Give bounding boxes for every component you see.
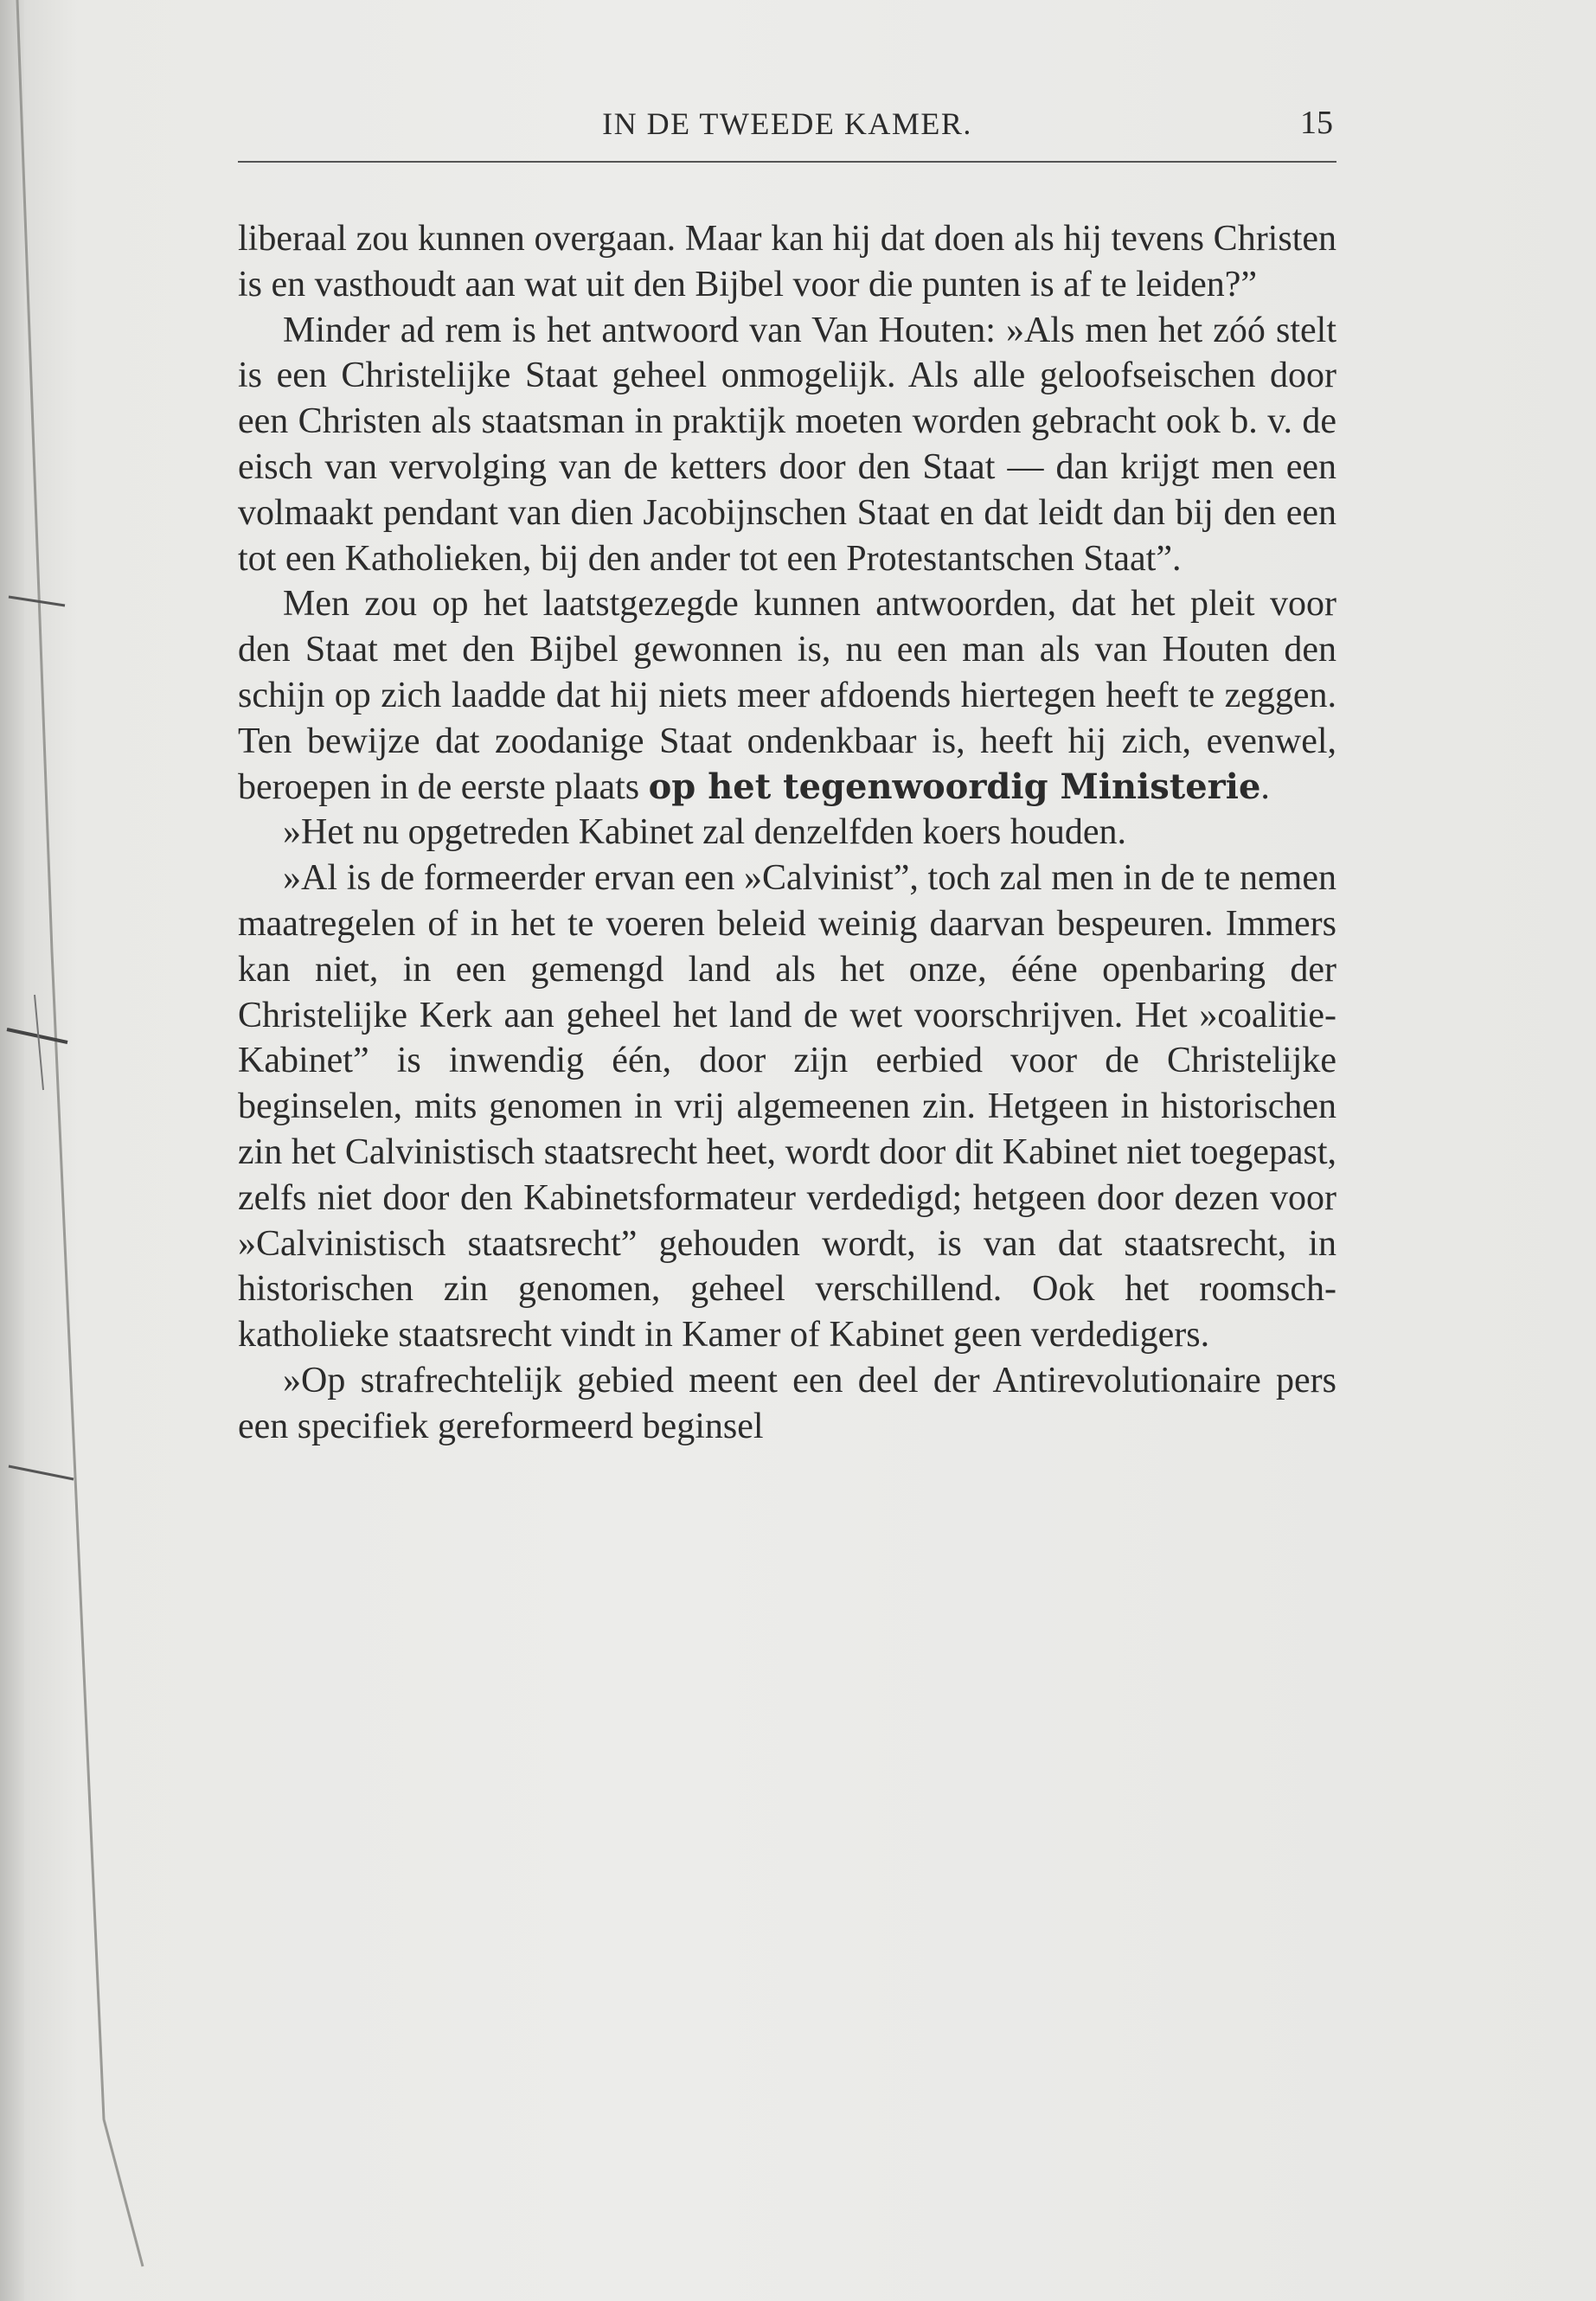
header-rule (238, 161, 1336, 163)
running-header (238, 87, 1336, 159)
paragraph-6 (238, 1358, 1336, 1450)
paragraph-3-bold: op het tegenwoordig Ministerie (648, 766, 1261, 807)
paragraph-1-text: liberaal zou kunnen overgaan. Maar kan hij dat doen als hij tevens Christen is en vasthoudt aan wat uit den Bijbel voor die punten is af te leiden?” (238, 219, 1336, 304)
page-number: 15 (1300, 105, 1333, 141)
body-text (238, 216, 1336, 1450)
paragraph-4 (238, 810, 1336, 856)
paragraph-2-text: Minder ad rem is het antwoord van Van Houten: »Als men het zóó stelt is een Christelijke Staat geheel onmogelijk. Als alle geloofseischen door een Christen als staatsman in praktijk moeten worden gebracht ook b. v. de eisch van vervolging van de ketters door den Staat — dan krijgt men een volmaakt pendant van dien Jacobijnschen Staat en dat leidt dan bij den een tot een Katholieken, bij den ander tot een Protestantschen Staat”. (238, 310, 1336, 579)
binding-gutter (0, 0, 173, 2301)
paragraph-3-text: Men zou op het laatstgezegde kunnen antwoorden, dat het pleit voor den Staat met den Bijbel gewonnen is, nu een man als van Houten den schijn op zich laadde dat hij niets meer afdoends hiertegen heeft te zeggen. Ten bewijze dat zoodanige Staat ondenkbaar is, heeft hij zich, evenwel, beroepen in de eerste plaats (238, 584, 1336, 807)
paragraph-1 (238, 216, 1336, 308)
running-title: IN DE TWEEDE KAMER. (602, 106, 972, 141)
book-page (238, 87, 1336, 2180)
paragraph-3 (238, 581, 1336, 810)
paragraph-4-text: »Het nu opgetreden Kabinet zal denzelfden koers houden. (283, 812, 1126, 853)
binding-thread-marks (0, 0, 173, 2301)
paragraph-5 (238, 856, 1336, 1358)
paragraph-5-text: »Al is de formeerder ervan een »Calvinist”, toch zal men in de te nemen maatregelen of in het te voeren beleid weinig daarvan bespeuren. Immers kan niet, in een gemengd land als het onze, ééne openbaring der Christelijke Kerk aan geheel het land de wet voorschrijven. Het »coalitie-Kabinet” is inwendig één, door zijn eerbied voor de Christelijke beginselen, mits genomen in vrij algemeenen zin. Hetgeen in historischen zin het Calvinistisch staatsrecht heet, wordt door dit Kabinet niet toegepast, zelfs niet door den Kabinetsformateur verdedigd; hetgeen door dezen voor »Calvinistisch staatsrecht” gehouden wordt, is van dat staatsrecht, in historischen zin genomen, geheel verschillend. Ook het roomsch-katholieke staatsrecht vindt in Kamer of Kabinet geen verdedigers. (238, 858, 1336, 1356)
paragraph-6-text: »Op strafrechtelijk gebied meent een deel der Antirevolutionaire pers een specifiek gereformeerd beginsel (238, 1360, 1336, 1446)
paragraph-2 (238, 308, 1336, 582)
paragraph-3-after: . (1260, 766, 1270, 807)
